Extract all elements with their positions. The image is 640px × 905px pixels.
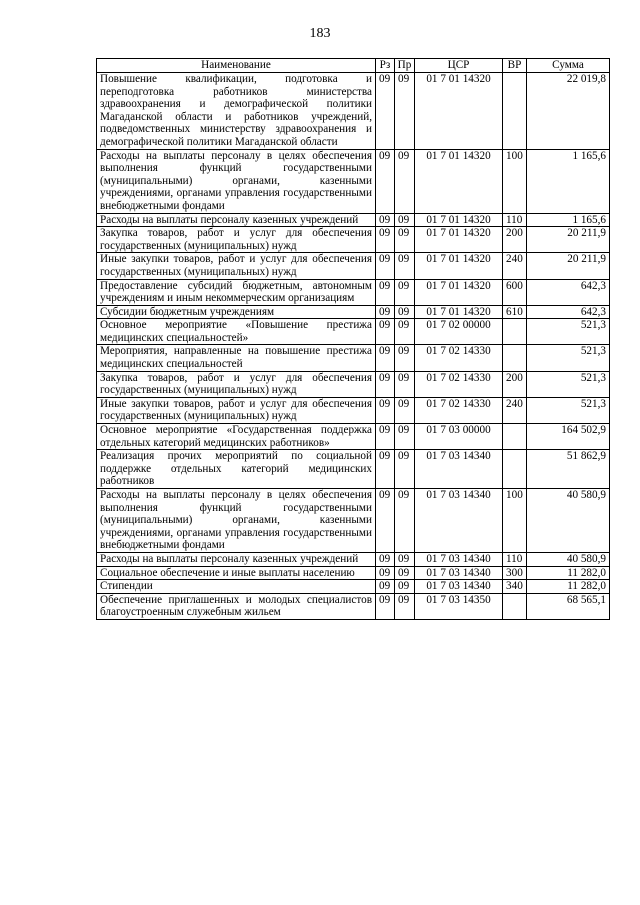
cell-csr: 01 7 02 14330 xyxy=(415,397,503,423)
table-row xyxy=(97,593,610,619)
table-row xyxy=(97,253,610,279)
cell-pr: 09 xyxy=(395,424,415,450)
cell-rz: 09 xyxy=(376,253,395,279)
table-row xyxy=(97,213,610,227)
cell-name: Предоставление субсидий бюджетным, автономным учреждениям и иным некоммерческим организациям xyxy=(97,279,376,305)
cell-csr: 01 7 01 14320 xyxy=(415,149,503,213)
cell-pr: 09 xyxy=(395,552,415,566)
cell-sum: 20 211,9 xyxy=(527,253,610,279)
cell-pr: 09 xyxy=(395,580,415,594)
cell-vr: 110 xyxy=(503,213,527,227)
page-number: 183 xyxy=(309,26,331,41)
cell-pr: 09 xyxy=(395,593,415,619)
cell-sum: 51 862,9 xyxy=(527,450,610,489)
cell-pr: 09 xyxy=(395,149,415,213)
cell-pr: 09 xyxy=(395,319,415,345)
cell-vr xyxy=(503,319,527,345)
cell-csr: 01 7 03 14350 xyxy=(415,593,503,619)
cell-vr xyxy=(503,450,527,489)
cell-vr xyxy=(503,345,527,371)
table-row xyxy=(97,566,610,580)
cell-vr: 200 xyxy=(503,227,527,253)
cell-name: Иные закупки товаров, работ и услуг для обеспечения государственных (муниципальных) нужд xyxy=(97,253,376,279)
cell-sum: 20 211,9 xyxy=(527,227,610,253)
cell-csr: 01 7 02 14330 xyxy=(415,371,503,397)
cell-name: Субсидии бюджетным учреждениям xyxy=(97,305,376,319)
cell-csr: 01 7 02 14330 xyxy=(415,345,503,371)
table-body xyxy=(97,73,610,620)
cell-sum: 521,3 xyxy=(527,319,610,345)
cell-csr: 01 7 01 14320 xyxy=(415,253,503,279)
cell-rz: 09 xyxy=(376,580,395,594)
cell-vr: 110 xyxy=(503,552,527,566)
cell-csr: 01 7 03 14340 xyxy=(415,450,503,489)
header-pr: Пр xyxy=(395,59,415,73)
cell-sum: 1 165,6 xyxy=(527,213,610,227)
cell-sum: 1 165,6 xyxy=(527,149,610,213)
cell-name: Расходы на выплаты персоналу казенных учреждений xyxy=(97,213,376,227)
cell-csr: 01 7 01 14320 xyxy=(415,213,503,227)
cell-rz: 09 xyxy=(376,279,395,305)
cell-rz: 09 xyxy=(376,345,395,371)
cell-name: Основное мероприятие «Государственная поддержка отдельных категорий медицинских работников» xyxy=(97,424,376,450)
cell-csr: 01 7 01 14320 xyxy=(415,73,503,150)
cell-sum: 11 282,0 xyxy=(527,566,610,580)
cell-sum: 40 580,9 xyxy=(527,552,610,566)
cell-vr xyxy=(503,593,527,619)
table-row xyxy=(97,279,610,305)
cell-rz: 09 xyxy=(376,149,395,213)
cell-vr: 340 xyxy=(503,580,527,594)
budget-table xyxy=(96,58,610,620)
cell-name: Повышение квалификации, подготовка и переподготовка работников министерства здравоохранения и демографической политики Магаданской области и работников учреждений, подведомственных министерству здравоохранения и демографической политики Магаданской области xyxy=(97,73,376,150)
cell-name: Закупка товаров, работ и услуг для обеспечения государственных (муниципальных) нужд xyxy=(97,227,376,253)
cell-pr: 09 xyxy=(395,566,415,580)
cell-pr: 09 xyxy=(395,371,415,397)
cell-name: Стипендии xyxy=(97,580,376,594)
cell-rz: 09 xyxy=(376,552,395,566)
table-row xyxy=(97,397,610,423)
cell-rz: 09 xyxy=(376,371,395,397)
cell-name: Мероприятия, направленные на повышение престижа медицинских специальностей xyxy=(97,345,376,371)
cell-vr xyxy=(503,73,527,150)
cell-sum: 521,3 xyxy=(527,345,610,371)
cell-sum: 11 282,0 xyxy=(527,580,610,594)
cell-pr: 09 xyxy=(395,227,415,253)
cell-pr: 09 xyxy=(395,73,415,150)
table-row xyxy=(97,319,610,345)
cell-name: Обеспечение приглашенных и молодых специалистов благоустроенным служебным жильем xyxy=(97,593,376,619)
cell-pr: 09 xyxy=(395,253,415,279)
header-sum: Сумма xyxy=(527,59,610,73)
cell-name: Расходы на выплаты персоналу в целях обеспечения выполнения функций государственными (муниципальными) органами, казенными учреждениями, органами управления государственными внебюджетными фондами xyxy=(97,489,376,553)
cell-name: Социальное обеспечение и иные выплаты населению xyxy=(97,566,376,580)
cell-vr xyxy=(503,424,527,450)
cell-vr: 300 xyxy=(503,566,527,580)
cell-name: Реализация прочих мероприятий по социальной поддержке отдельных категорий медицинских работников xyxy=(97,450,376,489)
cell-rz: 09 xyxy=(376,213,395,227)
cell-rz: 09 xyxy=(376,424,395,450)
cell-vr: 240 xyxy=(503,397,527,423)
cell-rz: 09 xyxy=(376,305,395,319)
cell-sum: 521,3 xyxy=(527,397,610,423)
table-row xyxy=(97,149,610,213)
header-name: Наименование xyxy=(97,59,376,73)
cell-name: Расходы на выплаты персоналу казенных учреждений xyxy=(97,552,376,566)
cell-rz: 09 xyxy=(376,450,395,489)
cell-rz: 09 xyxy=(376,397,395,423)
cell-csr: 01 7 03 14340 xyxy=(415,552,503,566)
table-header-row xyxy=(97,59,610,73)
header-csr: ЦСР xyxy=(415,59,503,73)
table-row xyxy=(97,305,610,319)
cell-name: Расходы на выплаты персоналу в целях обеспечения выполнения функций государственными (муниципальными) органами, казенными учреждениями, органами управления государственными внебюджетными фондами xyxy=(97,149,376,213)
cell-vr: 200 xyxy=(503,371,527,397)
cell-csr: 01 7 03 14340 xyxy=(415,580,503,594)
cell-rz: 09 xyxy=(376,489,395,553)
cell-rz: 09 xyxy=(376,593,395,619)
cell-name: Закупка товаров, работ и услуг для обеспечения государственных (муниципальных) нужд xyxy=(97,371,376,397)
cell-vr: 240 xyxy=(503,253,527,279)
cell-rz: 09 xyxy=(376,227,395,253)
table-row xyxy=(97,424,610,450)
table-row xyxy=(97,345,610,371)
cell-csr: 01 7 01 14320 xyxy=(415,305,503,319)
cell-sum: 68 565,1 xyxy=(527,593,610,619)
cell-csr: 01 7 01 14320 xyxy=(415,227,503,253)
cell-name: Иные закупки товаров, работ и услуг для обеспечения государственных (муниципальных) нужд xyxy=(97,397,376,423)
table-row xyxy=(97,73,610,150)
cell-vr: 610 xyxy=(503,305,527,319)
table-row xyxy=(97,450,610,489)
cell-vr: 600 xyxy=(503,279,527,305)
cell-pr: 09 xyxy=(395,213,415,227)
cell-rz: 09 xyxy=(376,319,395,345)
cell-csr: 01 7 02 00000 xyxy=(415,319,503,345)
cell-sum: 642,3 xyxy=(527,305,610,319)
cell-rz: 09 xyxy=(376,566,395,580)
cell-pr: 09 xyxy=(395,450,415,489)
cell-pr: 09 xyxy=(395,489,415,553)
cell-rz: 09 xyxy=(376,73,395,150)
cell-sum: 164 502,9 xyxy=(527,424,610,450)
cell-sum: 40 580,9 xyxy=(527,489,610,553)
cell-csr: 01 7 03 14340 xyxy=(415,489,503,553)
cell-pr: 09 xyxy=(395,397,415,423)
header-rz: Рз xyxy=(376,59,395,73)
cell-pr: 09 xyxy=(395,279,415,305)
cell-sum: 22 019,8 xyxy=(527,73,610,150)
cell-vr: 100 xyxy=(503,149,527,213)
cell-pr: 09 xyxy=(395,305,415,319)
cell-pr: 09 xyxy=(395,345,415,371)
cell-csr: 01 7 03 14340 xyxy=(415,566,503,580)
table-row xyxy=(97,552,610,566)
header-vr: ВР xyxy=(503,59,527,73)
cell-csr: 01 7 03 00000 xyxy=(415,424,503,450)
table-row xyxy=(97,580,610,594)
cell-sum: 642,3 xyxy=(527,279,610,305)
table-row xyxy=(97,371,610,397)
cell-csr: 01 7 01 14320 xyxy=(415,279,503,305)
cell-vr: 100 xyxy=(503,489,527,553)
table-row xyxy=(97,227,610,253)
table-row xyxy=(97,489,610,553)
cell-name: Основное мероприятие «Повышение престижа медицинских специальностей» xyxy=(97,319,376,345)
cell-sum: 521,3 xyxy=(527,371,610,397)
